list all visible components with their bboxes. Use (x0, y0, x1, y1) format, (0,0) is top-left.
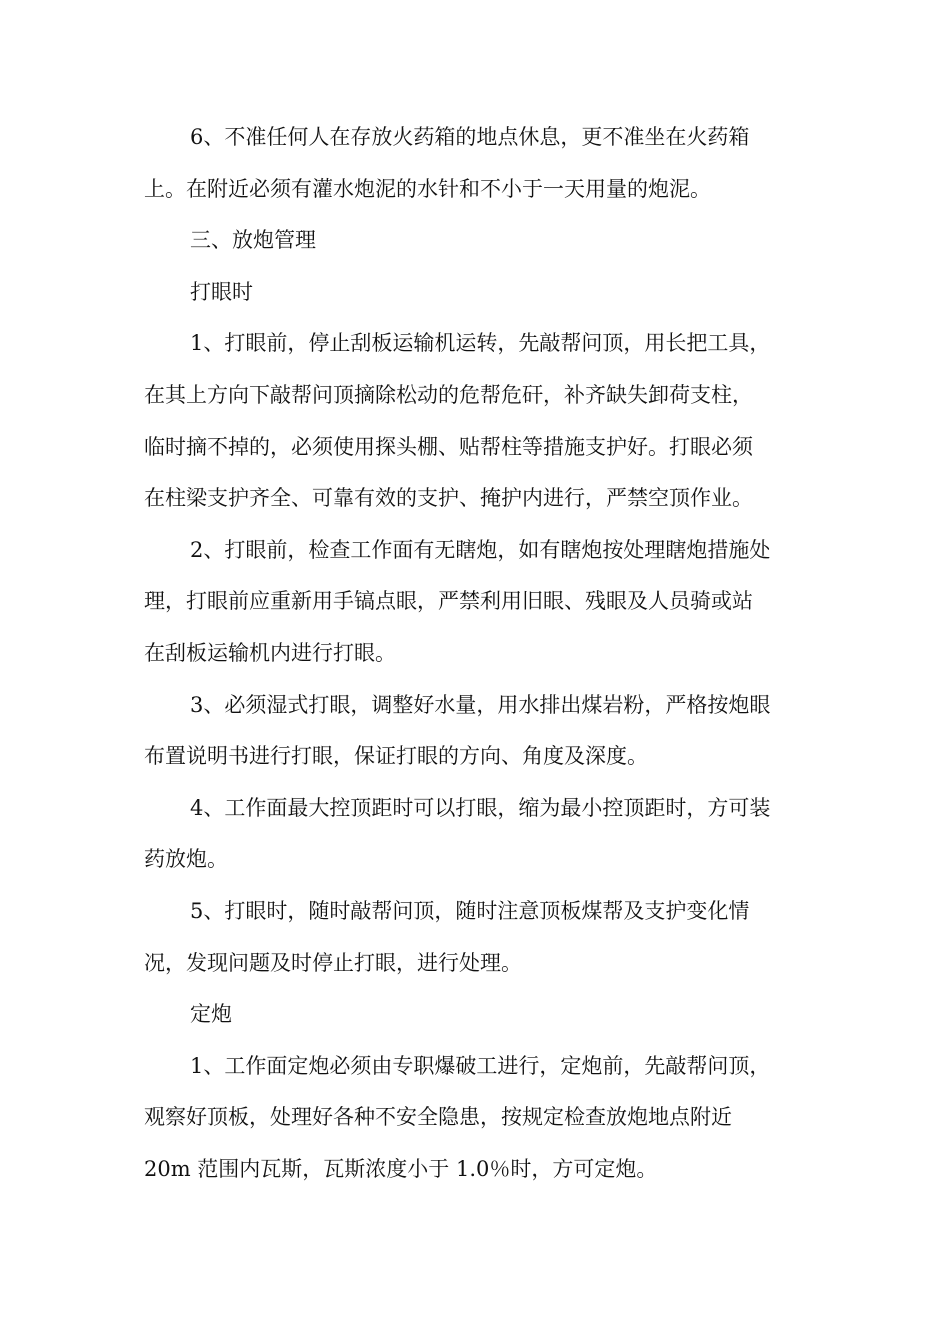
paragraph-line: 布置说明书进行打眼，保证打眼的方向、角度及深度。 (144, 744, 648, 769)
paragraph-line: 在柱梁支护齐全、可靠有效的支护、掩护内进行，严禁空顶作业。 (144, 486, 753, 511)
subsection-heading: 定炮 (190, 1002, 232, 1027)
paragraph-line: 20m 范围内瓦斯，瓦斯浓度小于 1.0％时，方可定炮。 (144, 1156, 658, 1181)
paragraph-line: 1、工作面定炮必须由专职爆破工进行，定炮前，先敲帮问顶， (190, 1053, 771, 1078)
paragraph-line: 在刮板运输机内进行打眼。 (144, 640, 396, 665)
paragraph-line: 况，发现问题及时停止打眼，进行处理。 (144, 950, 522, 975)
paragraph-line: 上。在附近必须有灌水炮泥的水针和不小于一天用量的炮泥。 (144, 176, 711, 201)
paragraph-line: 6、不准任何人在存放火药箱的地点休息，更不准坐在火药箱 (190, 125, 750, 149)
paragraph-line: 观察好顶板，处理好各种不安全隐患，按规定检查放炮地点附近 (144, 1105, 732, 1130)
paragraph-line: 药放炮。 (144, 847, 228, 872)
paragraph-line: 理，打眼前应重新用手镐点眼，严禁利用旧眼、残眼及人员骑或站 (144, 589, 753, 614)
paragraph-line: 1、打眼前，停止刮板运输机运转，先敲帮问顶，用长把工具， (190, 331, 771, 356)
section-heading: 三、放炮管理 (190, 228, 316, 253)
paragraph-line: 2、打眼前，检查工作面有无瞎炮，如有瞎炮按处理瞎炮措施处 (190, 537, 771, 562)
paragraph-line: 临时摘不掉的，必须使用探头棚、贴帮柱等措施支护好。打眼必须 (144, 434, 753, 459)
paragraph-line: 3、必须湿式打眼，调整好水量，用水排出煤岩粉，严格按炮眼 (190, 692, 771, 717)
subsection-heading: 打眼时 (190, 279, 253, 304)
paragraph-line: 在其上方向下敲帮问顶摘除松动的危帮危矸，补齐缺失卸荷支柱， (144, 382, 753, 407)
document-body (144, 112, 808, 1195)
paragraph-line: 4、工作面最大控顶距时可以打眼，缩为最小控顶距时，方可装 (190, 795, 771, 820)
paragraph-line: 5、打眼时，随时敲帮问顶，随时注意顶板煤帮及支护变化情 (190, 898, 750, 923)
